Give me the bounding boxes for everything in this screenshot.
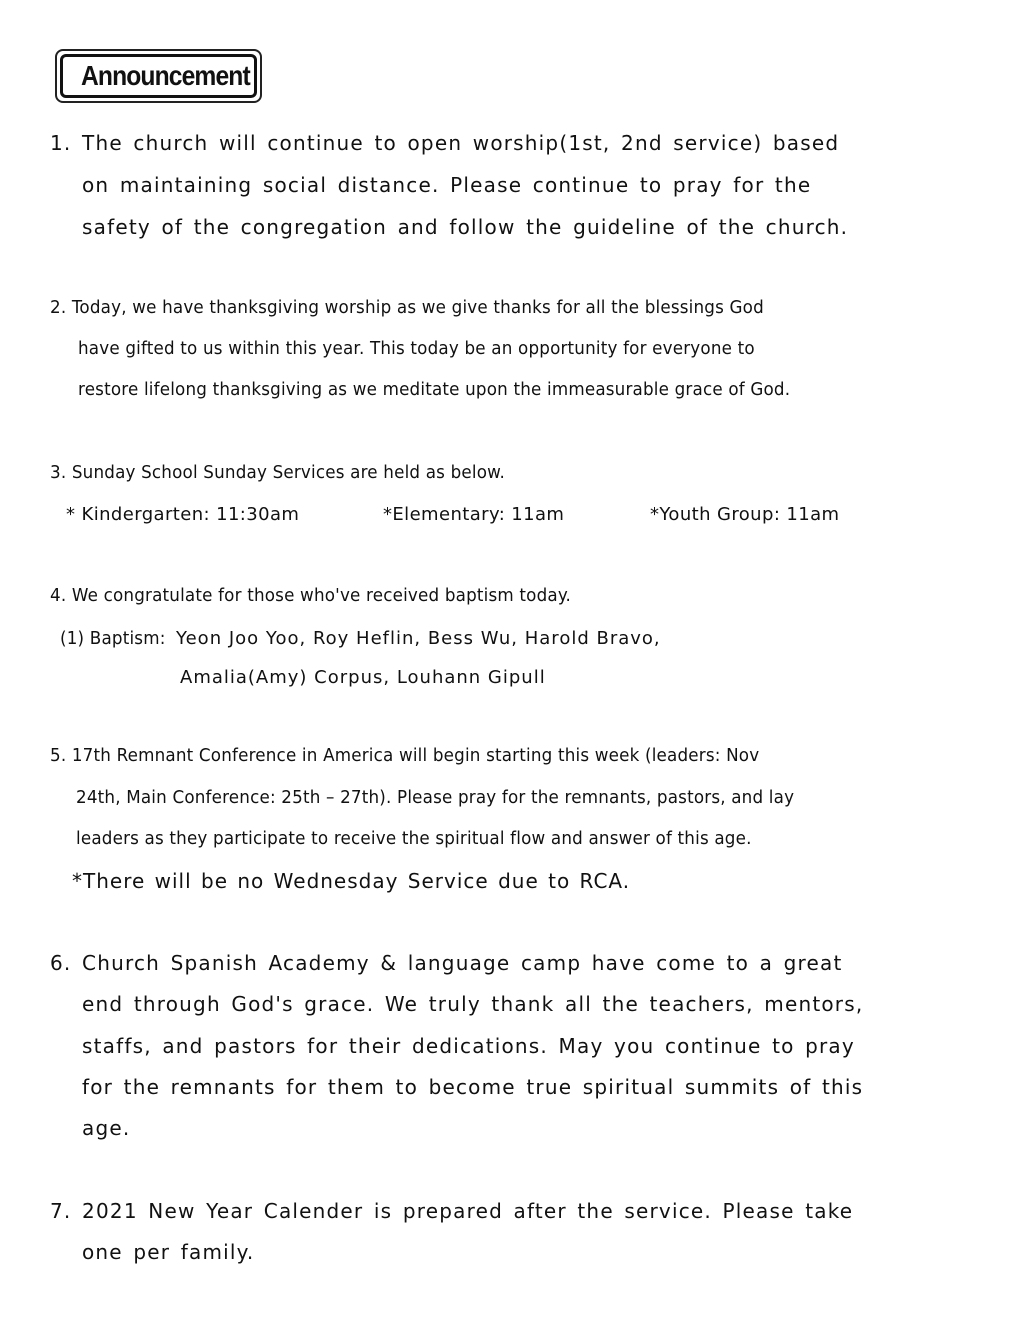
announcement-title-box (55, 49, 262, 103)
item-6-line-4: for the remnants for them to become true spiritual summits of this (82, 1075, 864, 1099)
item-2-line-2: have gifted to us within this year. This today be an opportunity for everyone to (78, 338, 755, 359)
schedule-elementary: *Elementary: 11am (383, 504, 565, 525)
schedule-youth-group: *Youth Group: 11am (650, 504, 840, 525)
item-6-line-1: 6. Church Spanish Academy & language camp have come to a great (50, 951, 843, 975)
page-title: Announcement (81, 60, 250, 91)
item-1-line-2: on maintaining social distance. Please continue to pray for the (82, 173, 812, 197)
item-7-line-1: 7. 2021 New Year Calender is prepared after the service. Please take (50, 1199, 854, 1223)
item-7-line-2: one per family. (82, 1240, 255, 1264)
item-6-line-2: end through God's grace. We truly thank all the teachers, mentors, (82, 992, 864, 1016)
item-1-line-3: safety of the congregation and follow the guideline of the church. (82, 215, 849, 239)
item-6-line-5: age. (82, 1116, 131, 1140)
item-4-heading: 4. We congratulate for those who've received baptism today. (50, 585, 572, 606)
baptism-names-line-1: Yeon Joo Yoo, Roy Heflin, Bess Wu, Harold Bravo, (176, 628, 661, 649)
schedule-kindergarten: * Kindergarten: 11:30am (66, 504, 300, 525)
announcement-title-frame (60, 54, 257, 98)
baptism-label: (1) Baptism: (60, 628, 166, 649)
item-5-line-3: leaders as they participate to receive the spiritual flow and answer of this age. (76, 828, 752, 849)
item-5-line-2: 24th, Main Conference: 25th – 27th). Please pray for the remnants, pastors, and lay (76, 787, 795, 808)
item-1-line-1: 1. The church will continue to open worship(1st, 2nd service) based (50, 131, 840, 155)
item-5-line-1: 5. 17th Remnant Conference in America will begin starting this week (leaders: Nov (50, 745, 760, 766)
item-3-heading: 3. Sunday School Sunday Services are held as below. (50, 462, 506, 483)
item-2-line-1: 2. Today, we have thanksgiving worship as we give thanks for all the blessings God (50, 297, 764, 318)
item-5-note: *There will be no Wednesday Service due to RCA. (72, 869, 631, 893)
baptism-names-line-2: Amalia(Amy) Corpus, Louhann Gipull (180, 667, 546, 688)
item-6-line-3: staffs, and pastors for their dedications. May you continue to pray (82, 1034, 855, 1058)
item-2-line-3: restore lifelong thanksgiving as we meditate upon the immeasurable grace of God. (78, 379, 791, 400)
